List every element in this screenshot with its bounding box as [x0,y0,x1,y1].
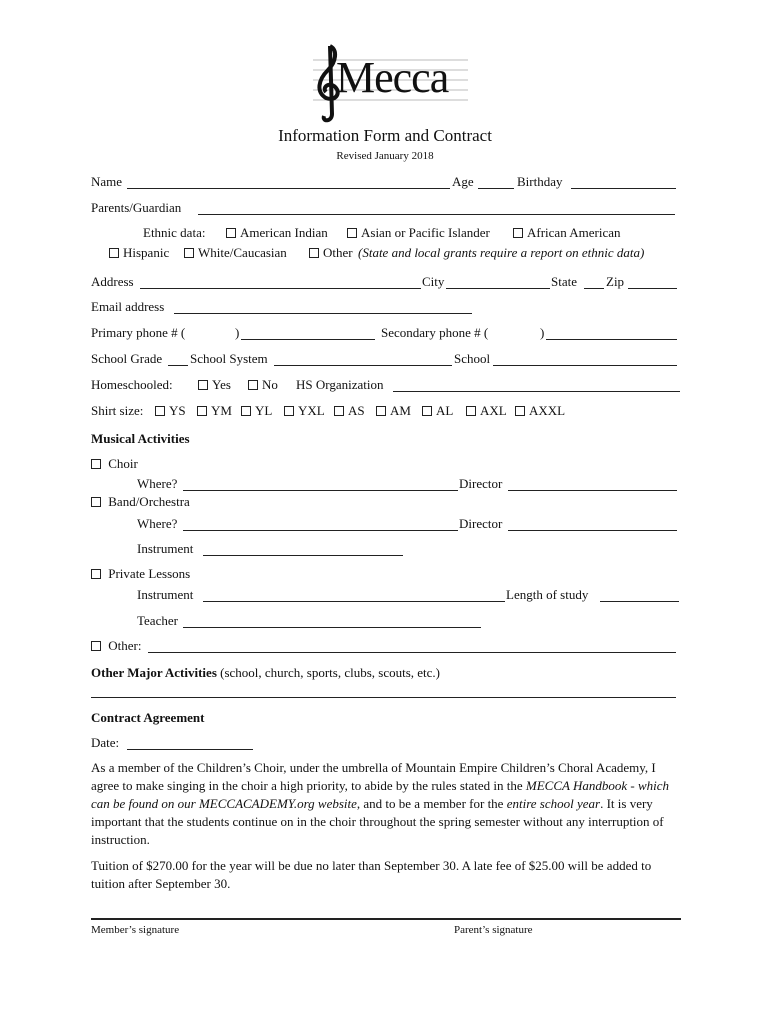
email-field[interactable] [174,313,472,314]
ethnic-african-american[interactable]: African American [513,225,620,241]
instrument-label: Instrument [137,541,194,556]
shirt-as[interactable]: AS [334,403,365,419]
member-signature-label: Member’s signature [91,924,180,936]
instrument-field[interactable] [203,555,403,556]
checkbox[interactable] [376,406,386,416]
email-label: Email address [91,299,165,314]
page-title: Information Form and Contract [278,126,492,145]
ethnic-label: Ethnic data: [143,225,206,240]
address-label: Address [91,274,134,289]
signature-line[interactable] [91,918,681,920]
date-field[interactable] [127,749,253,750]
name-field[interactable] [127,188,450,189]
shirt-ym[interactable]: YM [197,403,232,419]
lessons-instrument-label: Instrument [137,587,194,602]
other-major-row [91,665,440,681]
checkbox[interactable] [422,406,432,416]
ethnic-hispanic[interactable]: Hispanic [109,245,169,261]
other-major-note: (school, church, sports, clubs, scouts, etc.) [220,665,440,680]
school-system-field[interactable] [274,365,452,366]
checkbox[interactable] [197,406,207,416]
school-system-label: School System [190,351,268,366]
hs-org-field[interactable] [393,391,680,392]
checkbox[interactable] [198,380,208,390]
checkbox[interactable] [91,569,101,579]
ethnic-other[interactable]: Other [309,245,353,261]
checkbox[interactable] [248,380,258,390]
checkbox[interactable] [309,248,319,258]
other-field[interactable] [148,652,676,653]
checkbox[interactable] [155,406,165,416]
choir-director-field[interactable] [508,490,677,491]
parents-field[interactable] [198,214,675,215]
lessons-instrument-field[interactable] [203,601,505,602]
checkbox[interactable] [91,641,101,651]
length-field[interactable] [600,601,679,602]
revised-date: Revised January 2018 [336,150,434,162]
checkbox[interactable] [513,228,523,238]
checkbox[interactable] [184,248,194,258]
school-grade-field[interactable] [168,365,188,366]
age-label: Age [452,174,474,189]
choir-where-label: Where? [137,476,178,491]
shirt-al[interactable]: AL [422,403,453,419]
secondary-phone-paren: ) [540,325,545,340]
address-field[interactable] [140,288,421,289]
mecca-logo [308,40,473,126]
secondary-phone-field[interactable] [546,339,677,340]
state-label: State [551,274,577,289]
checkbox[interactable] [91,459,101,469]
length-label: Length of study [506,587,589,602]
ethnic-asian[interactable]: Asian or Pacific Islander [347,225,490,241]
other-major-field[interactable] [91,697,676,698]
tuition-paragraph: Tuition of $270.00 for the year will be due no later than September 30. A late fee of $25.00 will be added to tuition after September 30. [91,858,652,891]
birthday-field[interactable] [571,188,676,189]
ethnic-white[interactable]: White/Caucasian [184,245,287,261]
checkbox[interactable] [284,406,294,416]
homeschooled-yes[interactable]: Yes [198,377,231,393]
secondary-phone-label: Secondary phone # ( [381,325,489,340]
other-option[interactable]: Other: [91,638,141,654]
choir-option[interactable]: Choir [91,456,138,472]
teacher-field[interactable] [183,627,481,628]
band-where-label: Where? [137,516,178,531]
checkbox[interactable] [109,248,119,258]
ethnic-note: (State and local grants require a report on ethnic data) [358,245,645,260]
checkbox[interactable] [241,406,251,416]
contract-paragraph: As a member of the Children’s Choir, under the umbrella of Mountain Empire Children’s Choral Academy, I agree to make singing in the choir a high priority, to abide by the rules stated in the MECCA Handbook - which can be found on our MECCACADEMY.org website, and to be a member for the entire school year. It is very important that the students continue on in the choir throughout the spring semester without any interruption of instruction. [91,760,670,847]
homeschooled-label: Homeschooled: [91,377,173,392]
shirt-axxl[interactable]: AXXL [515,403,565,419]
birthday-label: Birthday [517,174,563,189]
zip-label: Zip [606,274,625,289]
primary-phone-paren: ) [235,325,240,340]
parent-signature-label: Parent’s signature [454,924,533,936]
other-major-heading: Other Major Activities [91,665,217,680]
band-director-label: Director [459,516,503,531]
homeschooled-no[interactable]: No [248,377,278,393]
band-where-field[interactable] [183,530,458,531]
state-field[interactable] [584,288,604,289]
checkbox[interactable] [347,228,357,238]
primary-phone-field[interactable] [241,339,375,340]
choir-where-field[interactable] [183,490,458,491]
age-field[interactable] [478,188,514,189]
checkbox[interactable] [466,406,476,416]
choir-director-label: Director [459,476,503,491]
checkbox[interactable] [515,406,525,416]
zip-field[interactable] [628,288,677,289]
lessons-option[interactable]: Private Lessons [91,566,190,582]
city-field[interactable] [446,288,550,289]
band-director-field[interactable] [508,530,677,531]
shirt-size-label: Shirt size: [91,403,144,418]
shirt-ys[interactable]: YS [155,403,186,419]
school-field[interactable] [493,365,677,366]
ethnic-american-indian[interactable]: American Indian [226,225,328,241]
city-label: City [422,274,445,289]
treble-clef-icon [319,46,337,120]
name-label: Name [91,174,123,189]
musical-heading: Musical Activities [91,431,190,446]
primary-phone-label: Primary phone # ( [91,325,186,340]
hs-org-label: HS Organization [296,377,384,392]
contract-heading: Contract Agreement [91,710,205,725]
band-option[interactable]: Band/Orchestra [91,494,190,510]
teacher-label: Teacher [137,613,178,628]
parents-label: Parents/Guardian [91,200,182,215]
school-label: School [454,351,491,366]
checkbox[interactable] [226,228,236,238]
shirt-axl[interactable]: AXL [466,403,507,419]
logo-text: Mecca [336,53,449,102]
checkbox[interactable] [91,497,101,507]
shirt-am[interactable]: AM [376,403,411,419]
checkbox[interactable] [334,406,344,416]
shirt-yxl[interactable]: YXL [284,403,325,419]
date-label: Date: [91,735,120,750]
shirt-yl[interactable]: YL [241,403,272,419]
school-grade-label: School Grade [91,351,163,366]
